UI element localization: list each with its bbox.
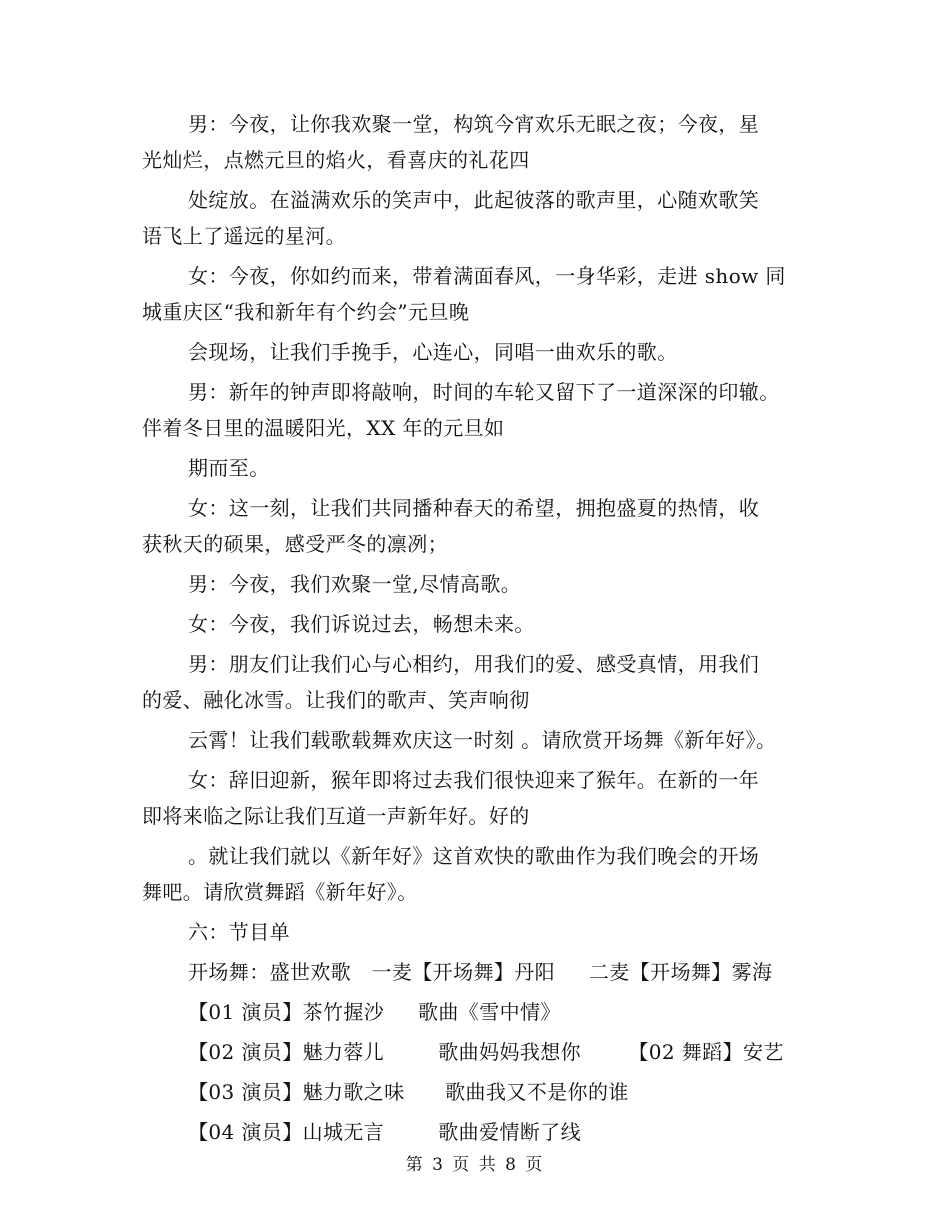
text-line: 期而至。 <box>188 456 270 480</box>
program-list-item <box>142 1114 822 1150</box>
text-line: 会现场，让我们手挽手，心连心，同唱一曲欢乐的歌。 <box>188 340 678 364</box>
page-number-footer: 第 3 页 共 8 页 <box>405 1155 545 1175</box>
text-line: 男：朋友们让我们心与心相约，用我们的爱、感受真情，用我们 <box>188 652 760 676</box>
text-line: 光灿烂，点燃元旦的焰火，看喜庆的礼花四 <box>142 148 530 172</box>
text-line: 【02 演员】魅力蓉儿 歌曲妈妈我想你 【02 舞蹈】安艺 <box>188 1040 784 1064</box>
text-line: 【03 演员】魅力歌之味 歌曲我又不是你的谁 <box>188 1080 629 1104</box>
paragraph <box>142 722 822 758</box>
paragraph <box>142 450 822 486</box>
paragraph <box>142 762 822 834</box>
paragraph <box>142 258 822 330</box>
text-line: 的爱、融化冰雪。让我们的歌声、笑声响彻 <box>142 688 530 712</box>
program-list-item <box>142 1074 822 1110</box>
program-list-item <box>142 954 822 990</box>
text-line: 男：今夜，让你我欢聚一堂，构筑今宵欢乐无眠之夜；今夜，星 <box>188 112 760 136</box>
text-line: 获秋天的硕果，感受严冬的凛冽； <box>142 532 448 556</box>
document-body <box>142 106 822 1154</box>
paragraph <box>142 838 822 910</box>
text-line: 舞吧。请欣赏舞蹈《新年好》。 <box>142 880 418 904</box>
section-heading <box>142 914 822 950</box>
text-line: 即将来临之际让我们互道一声新年好。好的 <box>142 804 530 828</box>
text-line: 女：辞旧迎新，猴年即将过去我们很快迎来了猴年。在新的一年 <box>188 768 760 792</box>
paragraph <box>142 606 822 642</box>
program-list-item <box>142 994 822 1030</box>
text-line: 六：节目单 <box>188 920 290 944</box>
text-line: 女：今夜，你如约而来，带着满面春风，一身华彩，走进 show 同 <box>188 264 786 288</box>
text-line: 城重庆区“我和新年有个约会”元旦晚 <box>142 300 470 324</box>
text-line: 处绽放。在溢满欢乐的笑声中，此起彼落的歌声里，心随欢歌笑 <box>188 188 760 212</box>
program-list-item <box>142 1034 822 1070</box>
paragraph <box>142 106 822 178</box>
text-line: 伴着冬日里的温暖阳光，XX 年的元旦如 <box>142 416 505 440</box>
paragraph <box>142 566 822 602</box>
paragraph <box>142 374 822 446</box>
paragraph <box>142 182 822 254</box>
paragraph <box>142 490 822 562</box>
text-line: 男：新年的钟声即将敲响，时间的车轮又留下了一道深深的印辙。 <box>188 380 780 404</box>
paragraph <box>142 646 822 718</box>
text-line: 【01 演员】茶竹握沙 歌曲《雪中情》 <box>188 1000 561 1024</box>
text-line: 女：这一刻，让我们共同播种春天的希望，拥抱盛夏的热情，收 <box>188 496 760 520</box>
text-line: 语飞上了遥远的星河。 <box>142 224 346 248</box>
text-line: 【04 演员】山城无言 歌曲爱情断了线 <box>188 1120 582 1144</box>
paragraph <box>142 334 822 370</box>
text-line: 男：今夜，我们欢聚一堂,尽情高歌。 <box>188 572 522 596</box>
text-line: 开场舞：盛世欢歌 一麦【开场舞】丹阳 二麦【开场舞】雾海 <box>188 960 773 984</box>
text-line: 女：今夜，我们诉说过去，畅想未来。 <box>188 612 535 636</box>
text-line: 。就让我们就以《新年好》这首欢快的歌曲作为我们晚会的开场 <box>188 844 760 868</box>
text-line: 云霄！让我们载歌载舞欢庆这一时刻 。请欣赏开场舞《新年好》。 <box>188 728 777 752</box>
